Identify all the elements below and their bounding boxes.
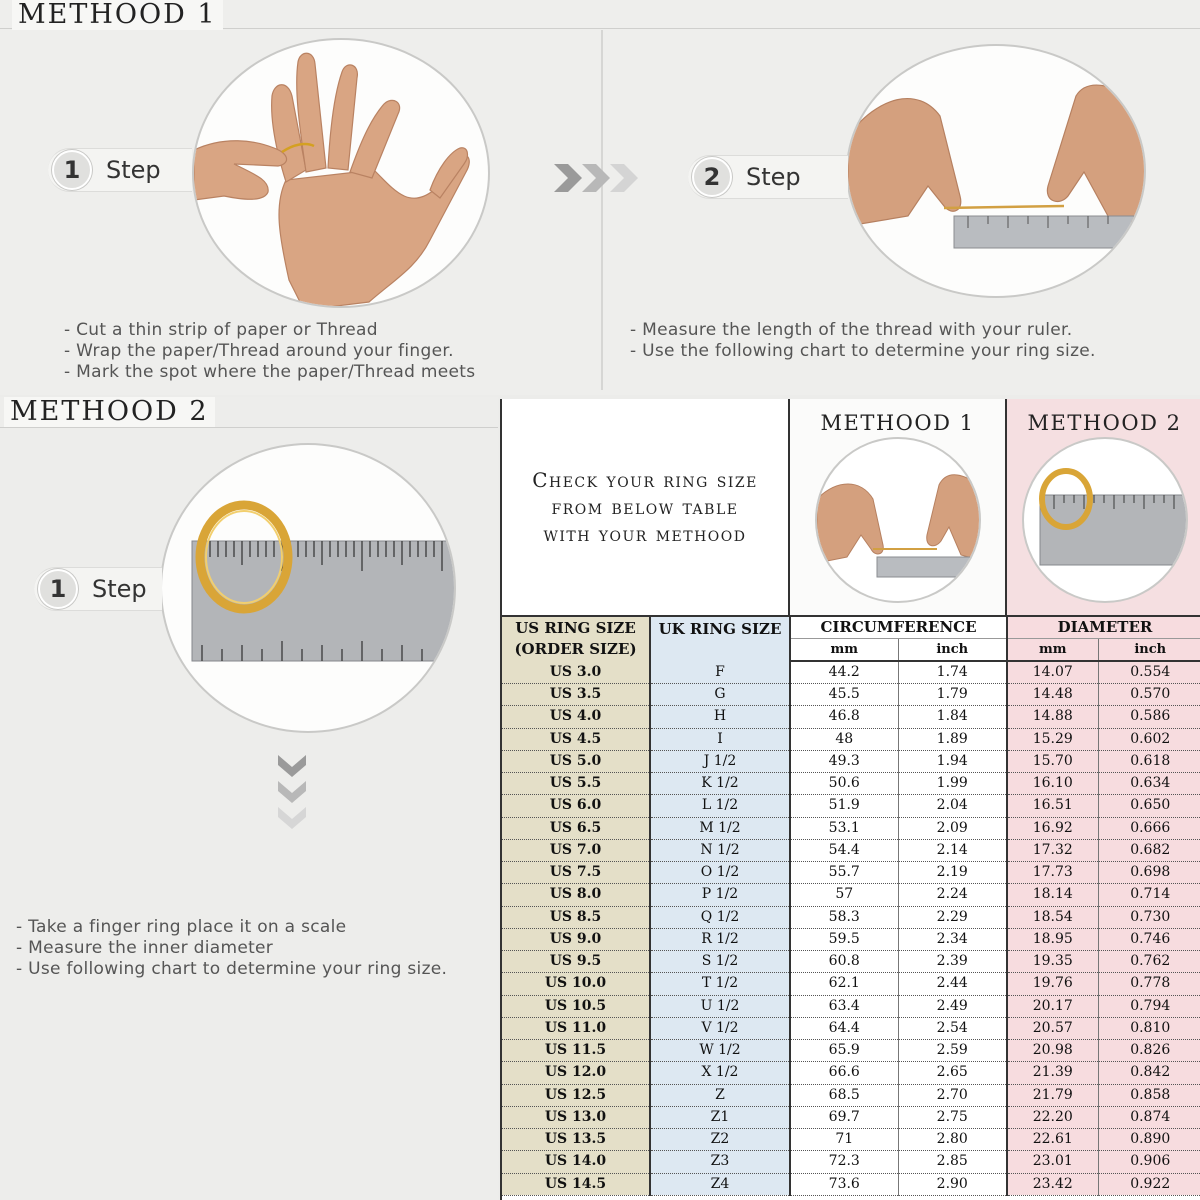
us-size-cell: US 7.5 [502, 862, 650, 884]
circumference-mm-cell: 50.6 [790, 773, 898, 795]
circumference-header: CIRCUMFERENCE [790, 616, 1007, 639]
table-row [502, 1106, 1200, 1128]
circumference-inch-cell: 2.24 [898, 884, 1007, 906]
diameter-inch-cell: 0.794 [1098, 995, 1200, 1017]
table-row [502, 973, 1200, 995]
table-row [502, 661, 1200, 684]
method2-step1-label [34, 567, 162, 611]
uk-size-cell: P 1/2 [650, 884, 790, 906]
table-row [502, 862, 1200, 884]
circumference-inch-cell: 2.80 [898, 1129, 1007, 1151]
table-row [502, 884, 1200, 906]
diameter-inch-cell: 0.746 [1098, 928, 1200, 950]
us-size-cell: US 5.5 [502, 773, 650, 795]
thread-on-ruler-illustration [846, 44, 1146, 298]
diameter-inch-cell: 0.890 [1098, 1129, 1200, 1151]
circumference-mm-cell: 71 [790, 1129, 898, 1151]
table-row [502, 839, 1200, 861]
ring-on-scale-illustration [160, 443, 456, 733]
circumference-mm-cell: 53.1 [790, 817, 898, 839]
method2-title-rule [0, 427, 498, 428]
us-size-cell: US 8.5 [502, 906, 650, 928]
hand-wrapping-thread-illustration [192, 38, 490, 308]
diameter-inch-cell: 0.554 [1098, 661, 1200, 684]
circumference-mm-cell: 48 [790, 728, 898, 750]
uk-size-cell: R 1/2 [650, 928, 790, 950]
diameter-mm-cell: 18.95 [1007, 928, 1098, 950]
step1-instructions [64, 320, 475, 383]
method1-step2-label [688, 155, 848, 199]
uk-size-cell: G [650, 684, 790, 706]
table-row [502, 728, 1200, 750]
uk-size-cell: X 1/2 [650, 1062, 790, 1084]
circumference-inch-cell: 2.04 [898, 795, 1007, 817]
check-line: with your methood [543, 521, 747, 546]
ring-size-chart [500, 399, 1200, 1200]
right-chevrons-icon [552, 160, 644, 196]
table-row [502, 1151, 1200, 1173]
uk-size-cell: Z2 [650, 1129, 790, 1151]
uk-size-cell: Z [650, 1084, 790, 1106]
circumference-inch-cell: 2.59 [898, 1040, 1007, 1062]
us-size-cell: US 6.0 [502, 795, 650, 817]
circumference-inch-cell: 1.89 [898, 728, 1007, 750]
unit-inch: inch [1098, 639, 1200, 662]
method1-column-header [790, 399, 1007, 615]
table-row [502, 928, 1200, 950]
method1-title: METHOOD 1 [12, 0, 223, 30]
table-row [502, 1062, 1200, 1084]
circumference-inch-cell: 1.84 [898, 706, 1007, 728]
method2-panel [0, 397, 498, 1200]
thread-ruler-thumb-illustration [817, 439, 981, 603]
diameter-mm-cell: 19.76 [1007, 973, 1098, 995]
uk-size-cell: L 1/2 [650, 795, 790, 817]
diameter-mm-cell: 15.70 [1007, 750, 1098, 772]
circumference-inch-cell: 2.29 [898, 906, 1007, 928]
diameter-inch-cell: 0.570 [1098, 684, 1200, 706]
instruction-item: - Take a finger ring place it on a scale [16, 917, 447, 938]
check-size-heading [502, 399, 790, 615]
uk-size-cell: O 1/2 [650, 862, 790, 884]
us-size-cell: US 13.5 [502, 1129, 650, 1151]
us-size-cell: US 9.0 [502, 928, 650, 950]
us-size-cell: US 10.5 [502, 995, 650, 1017]
us-size-cell: US 14.0 [502, 1151, 650, 1173]
diameter-inch-cell: 0.714 [1098, 884, 1200, 906]
us-size-cell: US 12.0 [502, 1062, 650, 1084]
diameter-mm-cell: 23.01 [1007, 1151, 1098, 1173]
diameter-inch-cell: 0.810 [1098, 1017, 1200, 1039]
size-table [502, 615, 1200, 1196]
circumference-mm-cell: 64.4 [790, 1017, 898, 1039]
diameter-inch-cell: 0.602 [1098, 728, 1200, 750]
us-size-cell: US 4.0 [502, 706, 650, 728]
circumference-mm-cell: 69.7 [790, 1106, 898, 1128]
us-size-cell: US 13.0 [502, 1106, 650, 1128]
diameter-inch-cell: 0.922 [1098, 1173, 1200, 1195]
instruction-item: - Wrap the paper/Thread around your finger. [64, 341, 475, 362]
diameter-mm-cell: 15.29 [1007, 728, 1098, 750]
us-size-cell: US 11.0 [502, 1017, 650, 1039]
uk-size-cell: K 1/2 [650, 773, 790, 795]
circumference-inch-cell: 2.39 [898, 951, 1007, 973]
diameter-mm-cell: 22.61 [1007, 1129, 1098, 1151]
diameter-inch-cell: 0.618 [1098, 750, 1200, 772]
method1-header-title: METHOOD 1 [820, 411, 975, 435]
instruction-item: - Use the following chart to determine your ring size. [630, 341, 1096, 362]
us-size-header [502, 616, 650, 661]
circumference-inch-cell: 2.44 [898, 973, 1007, 995]
circumference-mm-cell: 59.5 [790, 928, 898, 950]
ring-ruler-illustration [162, 445, 456, 733]
diameter-inch-cell: 0.842 [1098, 1062, 1200, 1084]
us-size-cell: US 9.5 [502, 951, 650, 973]
instruction-item: - Measure the length of the thread with your ruler. [630, 320, 1096, 341]
size-rows [502, 661, 1200, 1195]
step1-word: Step [92, 575, 147, 603]
method2-title: METHOOD 2 [4, 397, 215, 427]
diameter-inch-cell: 0.906 [1098, 1151, 1200, 1173]
circumference-mm-cell: 58.3 [790, 906, 898, 928]
table-row [502, 906, 1200, 928]
uk-size-cell: Z1 [650, 1106, 790, 1128]
circumference-inch-cell: 2.54 [898, 1017, 1007, 1039]
diameter-inch-cell: 0.586 [1098, 706, 1200, 728]
method1-step1-label [48, 148, 192, 192]
circumference-mm-cell: 72.3 [790, 1151, 898, 1173]
circumference-mm-cell: 66.6 [790, 1062, 898, 1084]
down-chevrons-icon [276, 753, 308, 833]
diameter-inch-cell: 0.730 [1098, 906, 1200, 928]
us-size-cell: US 7.0 [502, 839, 650, 861]
diameter-inch-cell: 0.682 [1098, 839, 1200, 861]
circumference-mm-cell: 63.4 [790, 995, 898, 1017]
circumference-mm-cell: 45.5 [790, 684, 898, 706]
diameter-inch-cell: 0.874 [1098, 1106, 1200, 1128]
us-size-cell: US 10.0 [502, 973, 650, 995]
table-row [502, 1129, 1200, 1151]
table-row [502, 1173, 1200, 1195]
hand-illustration [194, 40, 490, 308]
instruction-item: - Measure the inner diameter [16, 938, 447, 959]
check-line: from below table [551, 494, 739, 519]
table-row [502, 773, 1200, 795]
diameter-mm-cell: 18.14 [1007, 884, 1098, 906]
diameter-inch-cell: 0.666 [1098, 817, 1200, 839]
diameter-mm-cell: 16.10 [1007, 773, 1098, 795]
diameter-inch-cell: 0.650 [1098, 795, 1200, 817]
us-header-line: US RING SIZE [515, 619, 636, 637]
diameter-mm-cell: 18.54 [1007, 906, 1098, 928]
diameter-mm-cell: 20.57 [1007, 1017, 1098, 1039]
ring-scale-thumbnail [1022, 437, 1188, 603]
circumference-inch-cell: 1.99 [898, 773, 1007, 795]
uk-size-cell: S 1/2 [650, 951, 790, 973]
uk-size-cell: N 1/2 [650, 839, 790, 861]
method2-instructions [16, 917, 447, 980]
unit-mm: mm [1007, 639, 1098, 662]
circumference-mm-cell: 46.8 [790, 706, 898, 728]
circumference-mm-cell: 57 [790, 884, 898, 906]
circumference-mm-cell: 62.1 [790, 973, 898, 995]
diameter-mm-cell: 22.20 [1007, 1106, 1098, 1128]
circumference-mm-cell: 60.8 [790, 951, 898, 973]
us-size-cell: US 12.5 [502, 1084, 650, 1106]
diameter-mm-cell: 16.51 [1007, 795, 1098, 817]
uk-size-cell: H [650, 706, 790, 728]
table-row [502, 817, 1200, 839]
circumference-inch-cell: 2.90 [898, 1173, 1007, 1195]
uk-size-cell: U 1/2 [650, 995, 790, 1017]
circumference-inch-cell: 2.75 [898, 1106, 1007, 1128]
us-header-line: (ORDER SIZE) [514, 640, 637, 658]
instruction-item: - Mark the spot where the paper/Thread meets [64, 362, 475, 383]
us-size-cell: US 6.5 [502, 817, 650, 839]
diameter-inch-cell: 0.858 [1098, 1084, 1200, 1106]
circumference-inch-cell: 1.74 [898, 661, 1007, 684]
step1-number-badge: 1 [52, 150, 92, 190]
us-size-cell: US 3.0 [502, 661, 650, 684]
uk-size-cell: Q 1/2 [650, 906, 790, 928]
table-row [502, 1017, 1200, 1039]
uk-size-cell: W 1/2 [650, 1040, 790, 1062]
circumference-mm-cell: 51.9 [790, 795, 898, 817]
ruler-thread-illustration [848, 46, 1146, 298]
diameter-inch-cell: 0.698 [1098, 862, 1200, 884]
circumference-mm-cell: 55.7 [790, 862, 898, 884]
diameter-inch-cell: 0.778 [1098, 973, 1200, 995]
table-row [502, 750, 1200, 772]
us-size-cell: US 4.5 [502, 728, 650, 750]
diameter-mm-cell: 16.92 [1007, 817, 1098, 839]
instruction-item: - Use following chart to determine your ring size. [16, 959, 447, 980]
table-row [502, 951, 1200, 973]
circumference-mm-cell: 65.9 [790, 1040, 898, 1062]
diameter-mm-cell: 17.32 [1007, 839, 1098, 861]
uk-size-cell: V 1/2 [650, 1017, 790, 1039]
diameter-inch-cell: 0.762 [1098, 951, 1200, 973]
diameter-mm-cell: 14.48 [1007, 684, 1098, 706]
thread-ruler-thumbnail [815, 437, 981, 603]
step2-number-badge: 2 [692, 157, 732, 197]
diameter-mm-cell: 21.39 [1007, 1062, 1098, 1084]
check-line: Check your ring size [532, 467, 758, 492]
us-size-cell: US 11.5 [502, 1040, 650, 1062]
circumference-mm-cell: 49.3 [790, 750, 898, 772]
circumference-inch-cell: 2.70 [898, 1084, 1007, 1106]
uk-size-cell: M 1/2 [650, 817, 790, 839]
circumference-inch-cell: 2.85 [898, 1151, 1007, 1173]
circumference-inch-cell: 2.14 [898, 839, 1007, 861]
method1-panel [0, 0, 1200, 395]
diameter-mm-cell: 14.88 [1007, 706, 1098, 728]
circumference-inch-cell: 2.19 [898, 862, 1007, 884]
us-size-cell: US 5.0 [502, 750, 650, 772]
step2-word: Step [746, 163, 801, 191]
uk-size-cell: J 1/2 [650, 750, 790, 772]
table-row [502, 706, 1200, 728]
circumference-mm-cell: 44.2 [790, 661, 898, 684]
circumference-inch-cell: 2.65 [898, 1062, 1007, 1084]
table-row [502, 995, 1200, 1017]
diameter-mm-cell: 14.07 [1007, 661, 1098, 684]
unit-inch: inch [898, 639, 1007, 662]
circumference-mm-cell: 73.6 [790, 1173, 898, 1195]
circumference-inch-cell: 2.49 [898, 995, 1007, 1017]
circumference-inch-cell: 2.34 [898, 928, 1007, 950]
diameter-mm-cell: 17.73 [1007, 862, 1098, 884]
table-row [502, 1084, 1200, 1106]
uk-size-cell: Z4 [650, 1173, 790, 1195]
us-size-cell: US 8.0 [502, 884, 650, 906]
us-size-cell: US 3.5 [502, 684, 650, 706]
step2-instructions [630, 320, 1096, 362]
table-row [502, 1040, 1200, 1062]
table-row [502, 795, 1200, 817]
circumference-inch-cell: 1.94 [898, 750, 1007, 772]
diameter-mm-cell: 19.35 [1007, 951, 1098, 973]
circumference-inch-cell: 1.79 [898, 684, 1007, 706]
diameter-inch-cell: 0.826 [1098, 1040, 1200, 1062]
method2-column-header [1007, 399, 1200, 615]
diameter-inch-cell: 0.634 [1098, 773, 1200, 795]
uk-size-header: UK RING SIZE [650, 616, 790, 661]
table-row [502, 684, 1200, 706]
us-size-cell: US 14.5 [502, 1173, 650, 1195]
uk-size-cell: Z3 [650, 1151, 790, 1173]
circumference-inch-cell: 2.09 [898, 817, 1007, 839]
method1-divider [601, 30, 603, 390]
diameter-mm-cell: 20.98 [1007, 1040, 1098, 1062]
unit-mm: mm [790, 639, 898, 662]
method2-header-title: METHOOD 2 [1027, 411, 1182, 435]
uk-size-cell: I [650, 728, 790, 750]
step1-number-badge: 1 [38, 569, 78, 609]
ring-scale-thumb-illustration [1024, 439, 1188, 603]
diameter-header: DIAMETER [1007, 616, 1200, 639]
uk-size-cell: T 1/2 [650, 973, 790, 995]
circumference-mm-cell: 54.4 [790, 839, 898, 861]
instruction-item: - Cut a thin strip of paper or Thread [64, 320, 475, 341]
step1-word: Step [106, 156, 161, 184]
diameter-mm-cell: 20.17 [1007, 995, 1098, 1017]
diameter-mm-cell: 21.79 [1007, 1084, 1098, 1106]
circumference-mm-cell: 68.5 [790, 1084, 898, 1106]
uk-size-cell: F [650, 661, 790, 684]
diameter-mm-cell: 23.42 [1007, 1173, 1098, 1195]
